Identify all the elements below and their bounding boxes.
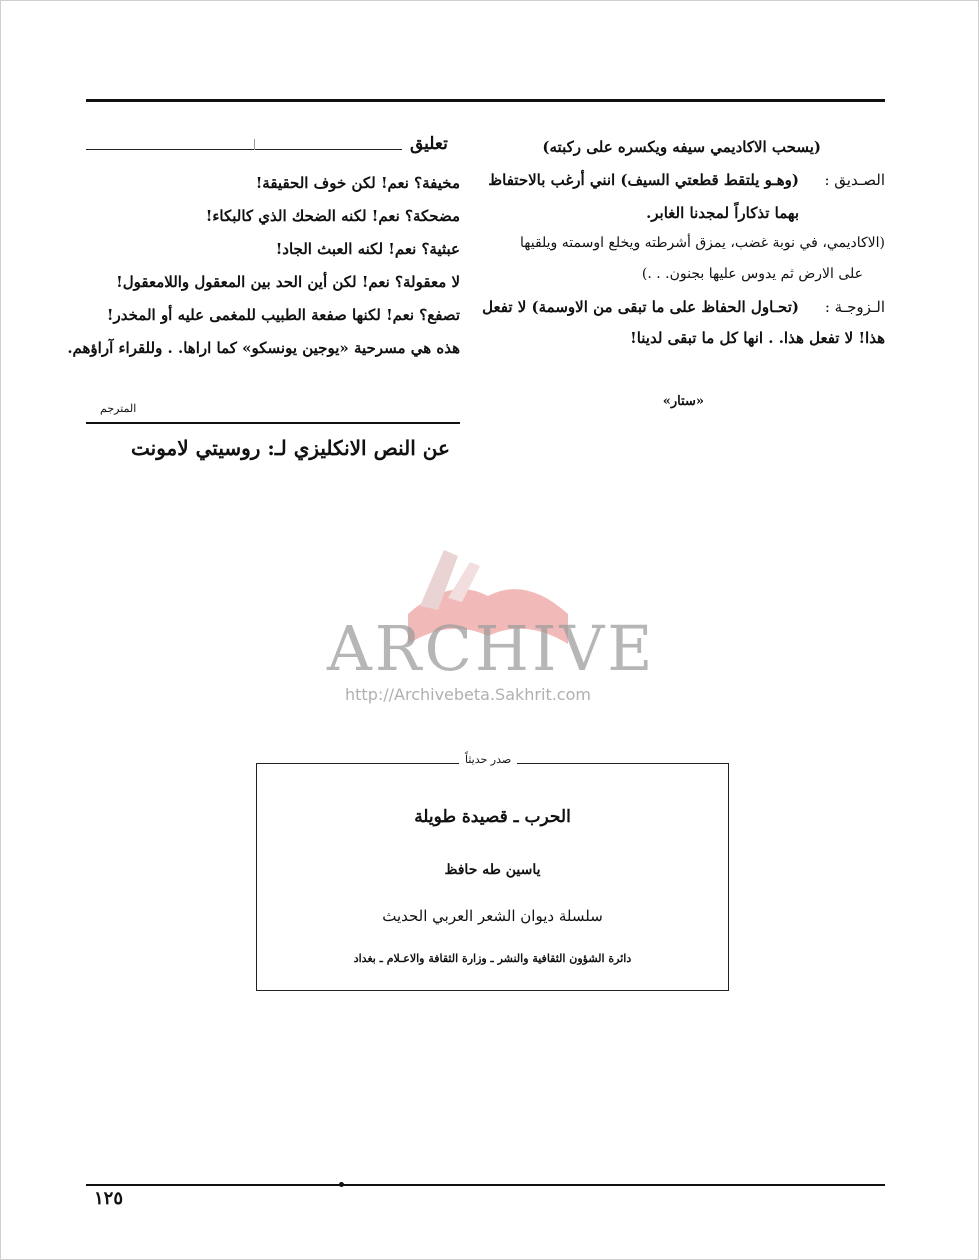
wife-line-2: هذا! لا تفعل هذا. . انها كل ما تبقى لدينا!	[630, 329, 885, 347]
book-series: سلسلة ديوان الشعر العربي الحديث	[382, 907, 603, 925]
wife-line-1: (تحـاول الحفاظ على ما تبقى من الاوسمة) لا تفعل	[482, 298, 799, 316]
watermark-url: http://Archivebeta.Sakhrit.com	[345, 685, 591, 704]
book-title: الحرب ـ قصيدة طويلة	[414, 807, 571, 827]
translator-rule	[86, 422, 460, 424]
source-credit: عن النص الانكليزي لـ: روسيتي لامونت	[131, 436, 450, 460]
academic-direction-1: (الاكاديمي، في نوبة غضب، يمزق أشرطته ويخلع اوسمته ويلقيها	[520, 235, 885, 251]
speaker-wife: الـزوجـة :	[824, 298, 885, 316]
comment-column	[67, 0, 460, 380]
stage-direction: (يسحب الاكاديمي سيفه ويكسره على ركبته)	[542, 138, 821, 156]
curtain-text: «ستار»	[662, 394, 704, 409]
friend-line-2: بهما تذكاراً لمجدنا الغابر.	[646, 204, 799, 222]
friend-line-1: (وهـو يلتقط قطعتي السيف) انني أرغب بالاحتفاظ	[488, 171, 799, 189]
watermark-text: ARCHIVE	[327, 612, 656, 685]
comment-line-1: مخيفة؟ نعم! لكن خوف الحقيقة!	[255, 174, 460, 192]
comment-line-5: تصفع؟ نعم! لكنها صفعة الطبيب للمغمى عليه أو المخدر!	[106, 306, 460, 324]
play-text-column	[482, 0, 885, 420]
page-number: ١٢٥	[94, 1188, 124, 1209]
bottom-rule-dot	[339, 1182, 344, 1187]
new-release-label: صدر حديثاً	[459, 753, 517, 766]
comment-line-6: هذه هي مسرحية «يوجين يونسكو» كما اراها. . وللقراء آراؤهم.	[67, 339, 460, 357]
book-author: ياسين طه حافظ	[444, 862, 541, 878]
comment-title: تعليق	[410, 134, 448, 154]
bottom-rule	[86, 1184, 885, 1186]
comment-line-2: مضحكة؟ نعم! لكنه الضحك الذي كالبكاء!	[205, 207, 460, 225]
book-publisher: دائرة الشؤون الثقافية والنشر ـ وزارة الثقافة والاعـلام ـ بغداد	[353, 952, 632, 965]
academic-direction-2: على الارض ثم يدوس عليها بجنون. . .)	[641, 266, 863, 282]
speaker-friend: الصـديق :	[824, 171, 885, 189]
translator-label: المترجم	[100, 402, 137, 415]
comment-line-4: لا معقولة؟ نعم! لكن أين الحد بين المعقول واللامعقول!	[116, 273, 460, 291]
comment-line-3: عبثية؟ نعم! لكنه العبث الجاد!	[275, 240, 460, 258]
